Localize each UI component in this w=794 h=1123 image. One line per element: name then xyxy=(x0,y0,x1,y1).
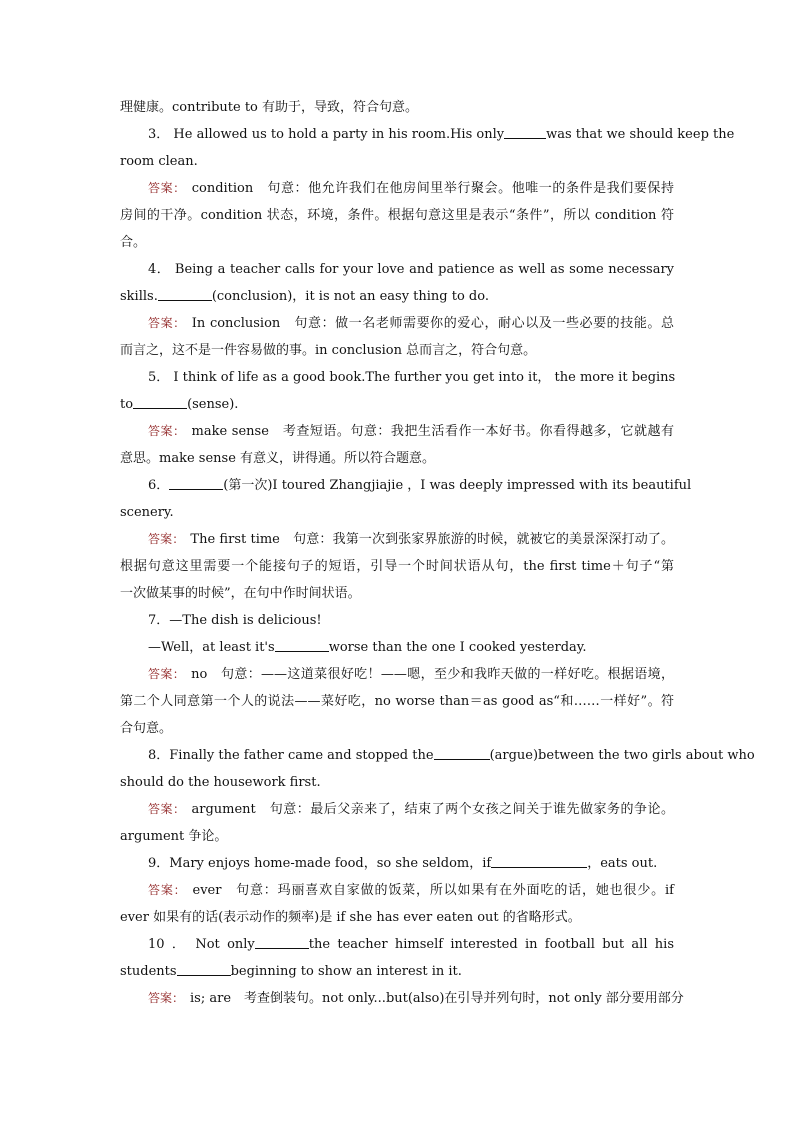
question-6 xyxy=(120,472,692,499)
question-10-cont xyxy=(120,958,674,985)
answer-9-cont: ever 如果有的话(表示动作的频率)是 if she has ever eaten out 的省略形式。 xyxy=(120,910,581,925)
question-4-cont xyxy=(120,283,674,310)
question-8-cont: should do the housework first. xyxy=(120,775,321,790)
answer-text: argument 句意：最后父亲来了，结束了两个女孩之间关于谁先做家务的争论。 xyxy=(191,802,674,817)
question-text: to xyxy=(120,397,134,412)
answer-blank xyxy=(504,125,546,139)
question-text: —Well，at least it's xyxy=(148,640,275,655)
question-6-cont: scenery. xyxy=(120,505,174,520)
answer-label: 答案： xyxy=(148,991,185,1005)
answer-label: 答案： xyxy=(148,802,186,816)
question-text: 9．Mary enjoys home-made food，so she seldom，if xyxy=(148,856,492,871)
answer-text: make sense 考查短语。句意：我把生活看作一本好书。你看得越多，它就越有 xyxy=(191,424,674,439)
answer-label: 答案： xyxy=(148,532,185,546)
question-text: (argue)between the two girls about who xyxy=(489,748,755,763)
answer-5 xyxy=(120,418,674,445)
answer-text: The first time 句意：我第一次到张家界旅游的时候，就被它的美景深深打动了。 xyxy=(190,532,674,547)
answer-7-cont: 合句意。 xyxy=(120,721,173,736)
answer-label: 答案： xyxy=(148,181,186,195)
question-text: was that we should keep the xyxy=(546,127,735,142)
answer-text: no 句意：——这道菜很好吃！——嗯，至少和我昨天做的一样好吃。根据语境， xyxy=(191,667,674,682)
answer-blank xyxy=(177,962,231,976)
question-text: skills. xyxy=(120,289,158,304)
answer-label: 答案： xyxy=(148,424,186,438)
question-9 xyxy=(120,850,674,877)
answer-9 xyxy=(120,877,674,904)
question-text: (sense). xyxy=(187,397,239,412)
question-8 xyxy=(120,742,755,769)
question-3-cont: room clean. xyxy=(120,154,198,169)
answer-6 xyxy=(120,526,674,553)
answer-4-cont: 而言之，这不是一件容易做的事。in conclusion 总而言之，符合句意。 xyxy=(120,343,537,358)
answer-text: In conclusion 句意：做一名老师需要你的爱心，耐心以及一些必要的技能。总 xyxy=(191,316,674,331)
question-text: beginning to show an interest in it. xyxy=(230,964,462,979)
question-10 xyxy=(120,931,674,958)
answer-label: 答案： xyxy=(148,883,187,897)
question-text: (第一次)I toured Zhangjiajie ，I was deeply impressed with its beautiful xyxy=(223,478,692,493)
answer-blank xyxy=(169,476,223,490)
answer-blank xyxy=(434,746,490,760)
answer-blank xyxy=(158,287,212,301)
question-7: 7．—The dish is delicious! xyxy=(148,613,322,628)
answer-4 xyxy=(120,310,674,337)
answer-text: ever 句意：玛丽喜欢自家做的饭菜，所以如果有在外面吃的话，她也很少。if xyxy=(192,883,674,898)
answer-5-cont: 意思。make sense 有意义，讲得通。所以符合题意。 xyxy=(120,451,436,466)
document-page xyxy=(120,94,755,1012)
question-text: 10 ． Not only xyxy=(148,937,255,952)
answer-label: 答案： xyxy=(148,667,186,681)
answer-10 xyxy=(120,985,684,1012)
answer-8 xyxy=(120,796,674,823)
answer-blank xyxy=(275,638,329,652)
question-7-cont xyxy=(120,634,674,661)
answer-blank xyxy=(491,854,587,868)
answer-text: is; are 考查倒装句。not only...but(also)在引导并列句时，not only 部分要用部分 xyxy=(190,991,684,1006)
answer-7-cont: 第二个人同意第一个人的说法——菜好吃，no worse than＝as good as“和……一样好”。符 xyxy=(120,694,674,709)
answer-label: 答案： xyxy=(148,316,186,330)
answer-text: condition 句意：他允许我们在他房间里举行聚会。他唯一的条件是我们要保持 xyxy=(191,181,674,196)
answer-blank xyxy=(255,935,309,949)
question-text: 6． xyxy=(148,478,170,493)
question-4: 4． Being a teacher calls for your love and patience as well as some necessary xyxy=(148,262,674,277)
answer-blank xyxy=(133,395,187,409)
question-5-cont xyxy=(120,391,674,418)
answer-3 xyxy=(120,175,674,202)
answer-3-cont: 房间的干净。condition 状态，环境，条件。根据句意这里是表示“条件”，所以 condition 符 xyxy=(120,208,674,223)
answer-3-cont: 合。 xyxy=(120,235,147,250)
question-text: students xyxy=(120,964,177,979)
question-3 xyxy=(120,121,735,148)
answer-7 xyxy=(120,661,674,688)
question-text: (conclusion)，it is not an easy thing to do. xyxy=(211,289,489,304)
text-line: 理健康。contribute to 有助于，导致，符合句意。 xyxy=(120,100,419,115)
answer-6-cont: 根据句意这里需要一个能接句子的短语，引导一个时间状语从句，the first time＋句子“第 xyxy=(120,559,674,574)
question-text: the teacher himself interested in football but all his xyxy=(308,937,674,952)
answer-8-cont: argument 争论。 xyxy=(120,829,228,844)
question-text: 3． He allowed us to hold a party in his room.His only xyxy=(148,127,505,142)
answer-6-cont: 一次做某事的时候”，在句中作时间状语。 xyxy=(120,586,361,601)
question-5: 5． I think of life as a good book.The further you get into it， the more it begins xyxy=(148,370,676,385)
question-text: ，eats out. xyxy=(587,856,658,871)
question-text: worse than the one I cooked yesterday. xyxy=(328,640,587,655)
question-text: 8．Finally the father came and stopped the xyxy=(148,748,434,763)
